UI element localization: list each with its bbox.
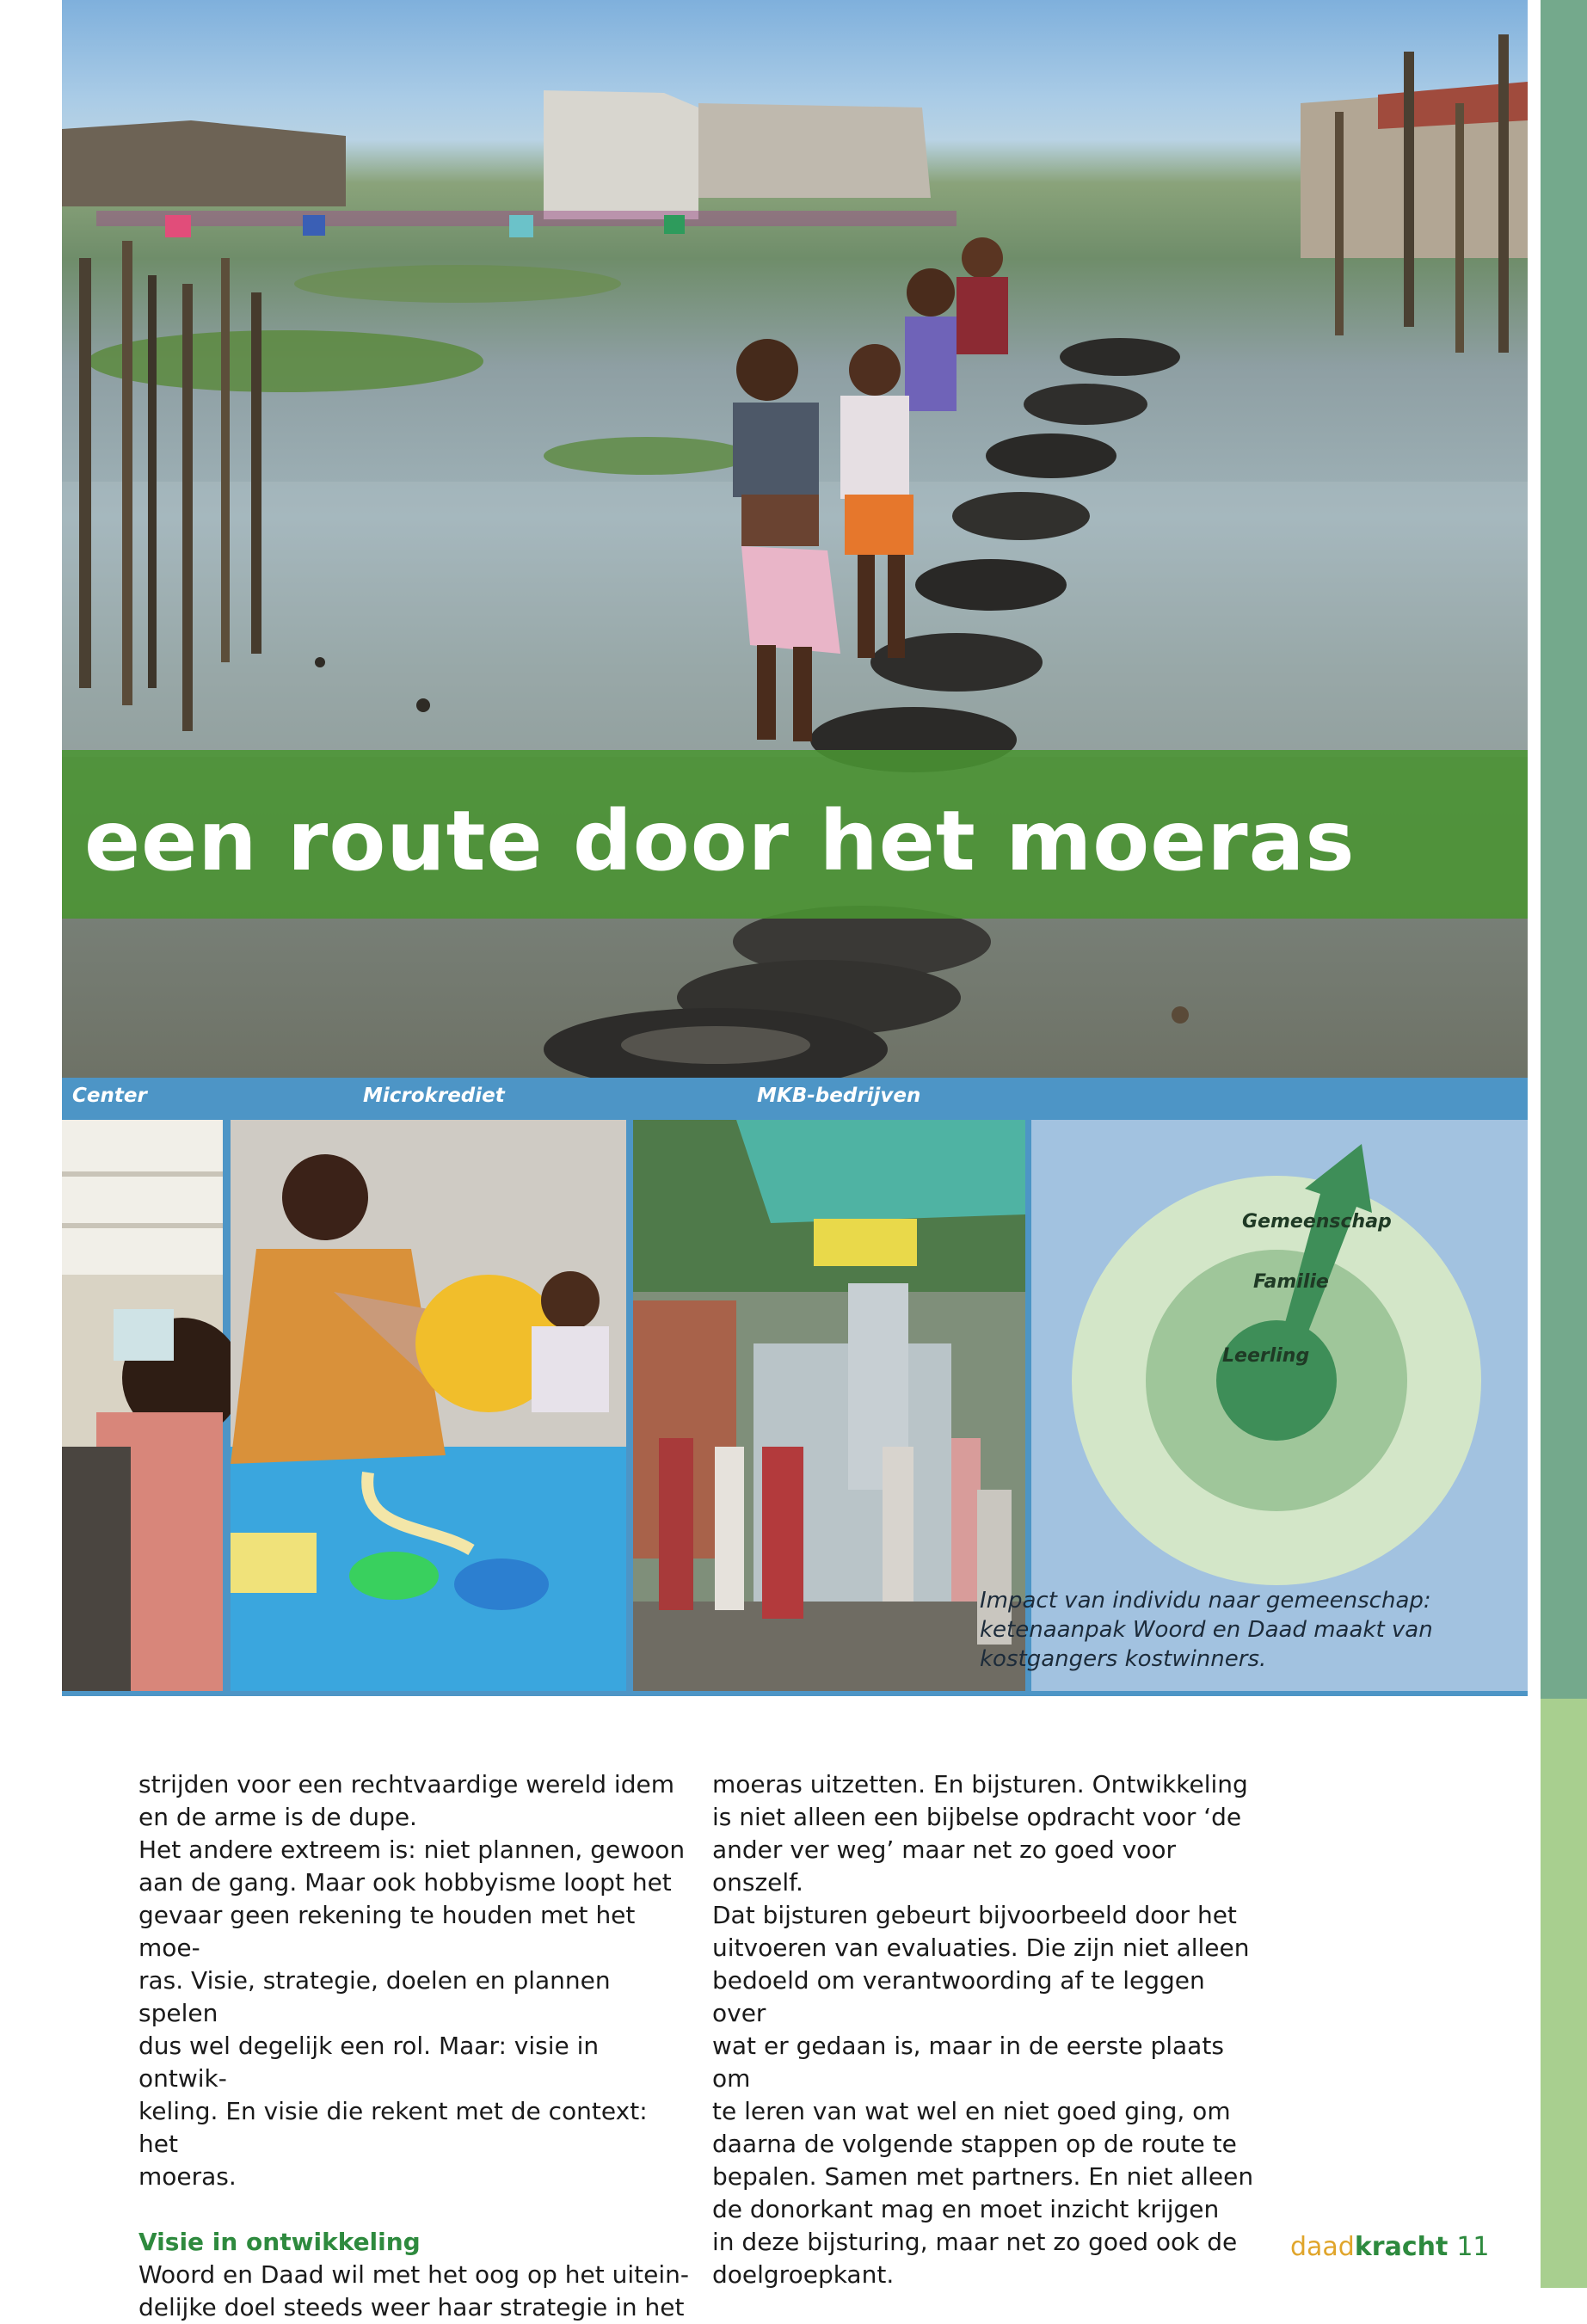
text-line: moeras uitzetten. En bijsturen. Ontwikkeling xyxy=(712,1770,1248,1798)
text-line: te leren van wat wel en niet goed ging, om xyxy=(712,2097,1231,2125)
text-line: bedoeld om verantwoording af te leggen over xyxy=(712,1966,1205,2027)
text-line: doelgroepkant. xyxy=(712,2260,895,2289)
text-line: en de arme is de dupe. xyxy=(138,1803,417,1831)
col2-lines xyxy=(712,1768,1263,2291)
text-line: delijke doel steeds weer haar strategie in het xyxy=(138,2293,685,2321)
photo-microkrediet xyxy=(231,1120,626,1691)
body-column-right xyxy=(712,1768,1263,2291)
label-center: Center xyxy=(72,1085,147,1107)
paragraph-gap xyxy=(138,2193,689,2226)
side-strip-gap xyxy=(1529,0,1541,2288)
text-line: de donorkant mag en moet inzicht krijgen xyxy=(712,2195,1220,2223)
text-line: keling. En visie die rekent met de context: het xyxy=(138,2097,648,2158)
label-mkb: MKB-bedrijven xyxy=(757,1085,921,1107)
col1-lines xyxy=(138,1768,689,2193)
hero-photo xyxy=(62,0,1528,1078)
text-line: in deze bijsturing, maar net zo goed ook de xyxy=(712,2228,1238,2256)
body-column-left xyxy=(138,1768,689,2324)
text-line: Woord en Daad wil met het oog op het uitein- xyxy=(138,2260,689,2289)
photo-center xyxy=(62,1120,223,1691)
page-title: een route door het moeras xyxy=(84,793,1356,889)
text-line: gevaar geen rekening te houden met het moe- xyxy=(138,1901,636,1962)
text-line: Het andere extreem is: niet plannen, gewoon xyxy=(138,1835,686,1864)
diagram-caption: Impact van individu naar gemeenschap: ketenaanpak Woord en Daad maakt van kostgangers kostwinners. xyxy=(980,1588,1433,1672)
label-microkrediet: Microkrediet xyxy=(363,1085,505,1107)
text-line: daarna de volgende stappen op de route te xyxy=(712,2130,1237,2158)
text-line: bepalen. Samen met partners. En niet alleen xyxy=(712,2162,1254,2191)
ring-label-leerling: Leerling xyxy=(1222,1345,1310,1367)
ring-label-familie: Familie xyxy=(1253,1271,1329,1293)
side-color-strip xyxy=(1529,0,1587,2288)
brand-daad: daad xyxy=(1290,2232,1355,2262)
text-line: aan de gang. Maar ook hobbyisme loopt het xyxy=(138,1868,672,1897)
text-line: ander ver weg’ maar net zo goed voor onszelf. xyxy=(712,1835,1176,1897)
text-line: uitvoeren van evaluaties. Die zijn niet alleen xyxy=(712,1934,1250,1962)
page-number: 11 xyxy=(1456,2232,1490,2262)
text-line: ras. Visie, strategie, doelen en plannen spelen xyxy=(138,1966,611,2027)
text-line: is niet alleen een bijbelse opdracht voor ‘de xyxy=(712,1803,1242,1831)
text-line: wat er gedaan is, maar in de eerste plaats om xyxy=(712,2032,1224,2093)
col1-after-lines xyxy=(138,2259,689,2324)
subhead-visie: Visie in ontwikkeling xyxy=(138,2228,421,2256)
ring-label-gemeenschap: Gemeenschap xyxy=(1242,1211,1392,1233)
title-band xyxy=(62,750,1528,919)
text-line: strijden voor een rechtvaardige wereld idem xyxy=(138,1770,674,1798)
text-line: Dat bijsturen gebeurt bijvoorbeeld door het xyxy=(712,1901,1237,1929)
photo-mkb xyxy=(633,1120,1025,1691)
brand-kracht: kracht xyxy=(1354,2232,1449,2262)
ring-inner xyxy=(1216,1320,1337,1441)
text-line: dus wel degelijk een rol. Maar: visie in ontwik- xyxy=(138,2032,600,2093)
text-line: moeras. xyxy=(138,2162,237,2191)
page-footer xyxy=(1290,2232,1490,2262)
photo-label-bar xyxy=(62,1078,1528,1117)
